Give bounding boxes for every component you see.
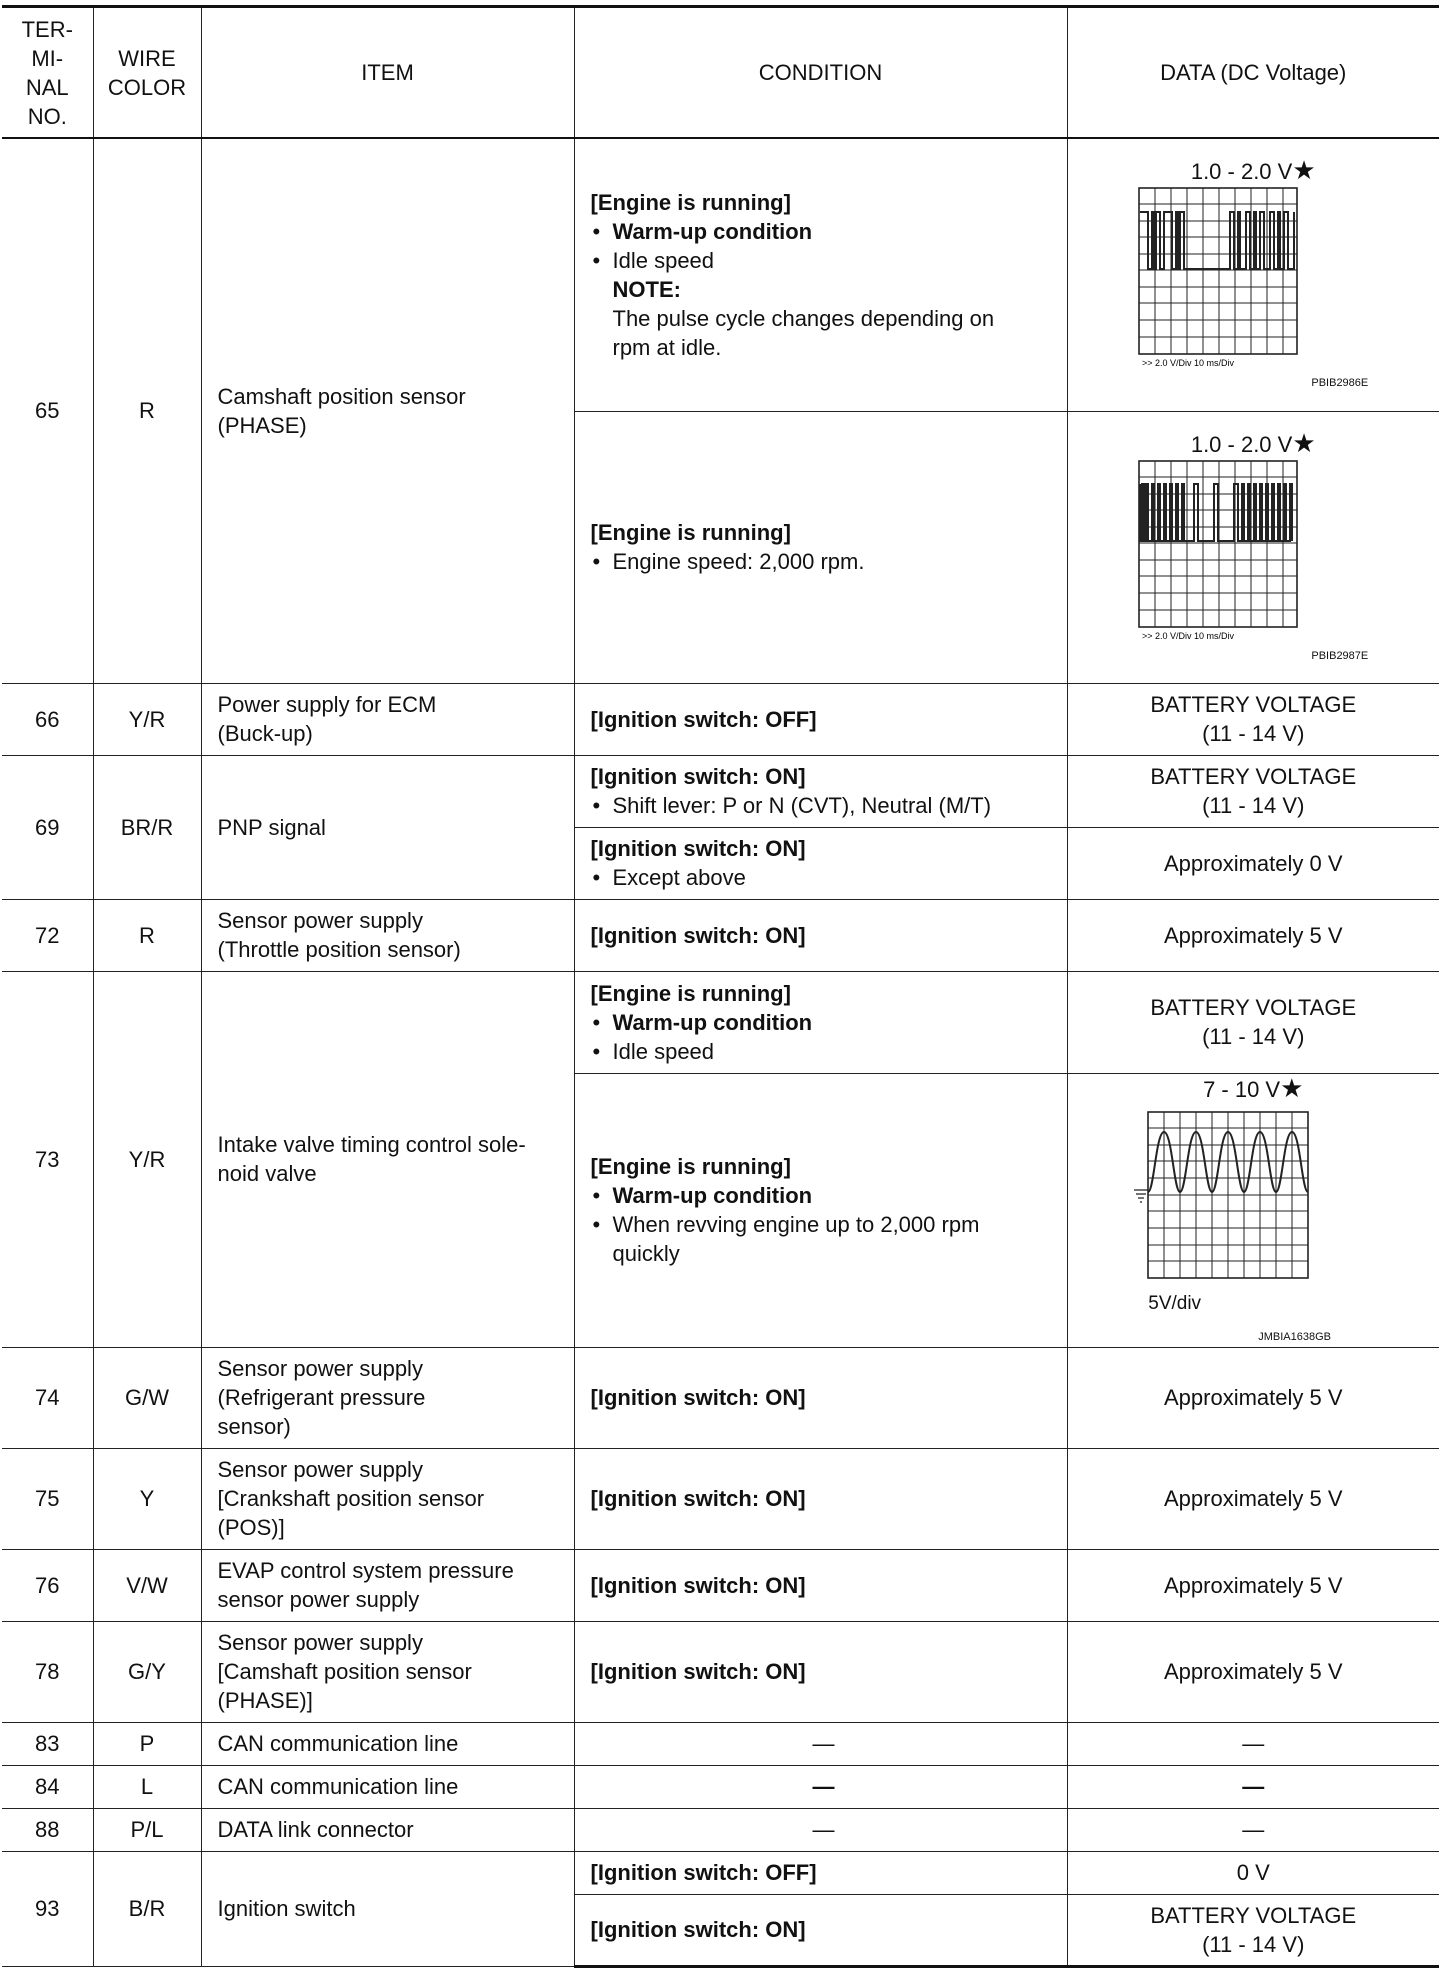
wire-color: G/W xyxy=(93,1347,201,1448)
condition-cell: [Engine is running] • Warm-up condition • Idle speed NOTE: The pulse cycle changes depending on rpm at idle. xyxy=(574,138,1067,411)
terminal-no: 72 xyxy=(2,899,93,971)
figure-code: PBIB2987E xyxy=(1311,649,1369,662)
data-cell: BATTERY VOLTAGE (11 - 14 V) xyxy=(1067,683,1439,755)
terminal-no: 93 xyxy=(2,1851,93,1966)
data-cell: Approximately 5 V xyxy=(1067,1448,1439,1549)
item-cell: Sensor power supply (Refrigerant pressure sensor) xyxy=(201,1347,574,1448)
header-data: DATA (DC Voltage) xyxy=(1067,7,1439,139)
star-icon: ★ xyxy=(1280,1072,1304,1103)
data-cell: BATTERY VOLTAGE (11 - 14 V) xyxy=(1067,1894,1439,1966)
table-row xyxy=(2,1851,1439,1894)
terminal-no: 84 xyxy=(2,1765,93,1808)
table-row xyxy=(2,1347,1439,1448)
terminal-no: 73 xyxy=(2,971,93,1347)
data-cell: Approximately 5 V xyxy=(1067,899,1439,971)
table-row xyxy=(2,899,1439,971)
item-cell: Sensor power supply (Throttle position sensor) xyxy=(201,899,574,971)
table-row xyxy=(2,755,1439,827)
table-row xyxy=(2,1722,1439,1765)
wire-color: R xyxy=(93,138,201,683)
condition-cell: [Ignition switch: ON] xyxy=(574,1894,1067,1966)
wire-color: BR/R xyxy=(93,755,201,899)
table-row xyxy=(2,138,1439,411)
ground-icon xyxy=(1134,1190,1148,1202)
data-cell xyxy=(1067,138,1439,411)
condition-cell: — xyxy=(574,1765,1067,1808)
terminal-no: 65 xyxy=(2,138,93,683)
item-cell: CAN communication line xyxy=(201,1765,574,1808)
condition-cell: [Ignition switch: ON] xyxy=(574,899,1067,971)
condition-cell: [Ignition switch: ON] xyxy=(574,1621,1067,1722)
figure-code: PBIB2986E xyxy=(1311,377,1369,390)
wire-color: P xyxy=(93,1722,201,1765)
condition-cell: — xyxy=(574,1808,1067,1851)
table-row xyxy=(2,1621,1439,1722)
item-cell: PNP signal xyxy=(201,755,574,899)
oscilloscope-waveform xyxy=(1128,1104,1378,1280)
table-row xyxy=(2,683,1439,755)
data-cell: — xyxy=(1067,1808,1439,1851)
star-icon: ★ xyxy=(1292,427,1316,458)
condition-cell: [Ignition switch: OFF] xyxy=(574,1851,1067,1894)
condition-cell: — xyxy=(574,1722,1067,1765)
ecm-terminal-table xyxy=(2,5,1439,1968)
data-cell: Approximately 5 V xyxy=(1067,1549,1439,1621)
item-cell: Sensor power supply [Crankshaft position sensor (POS)] xyxy=(201,1448,574,1549)
item-cell: CAN communication line xyxy=(201,1722,574,1765)
waveform-figure: 1.0 - 2.0 V★ >> 2.0 V/Div 10 ms/Div PBIB2986E xyxy=(1138,156,1368,389)
data-cell xyxy=(1067,411,1439,683)
header-wire-color: WIRE COLOR xyxy=(93,7,201,139)
data-cell: Approximately 5 V xyxy=(1067,1347,1439,1448)
header-condition: CONDITION xyxy=(574,7,1067,139)
scale-label: 5V/div xyxy=(1148,1292,1202,1314)
wire-color: R xyxy=(93,899,201,971)
terminal-no: 78 xyxy=(2,1621,93,1722)
data-cell: — xyxy=(1067,1722,1439,1765)
oscilloscope-waveform xyxy=(1138,186,1368,370)
table-row xyxy=(2,1448,1439,1549)
wire-color: Y xyxy=(93,1448,201,1549)
item-cell: Ignition switch xyxy=(201,1851,574,1966)
condition-cell: [Ignition switch: OFF] xyxy=(574,683,1067,755)
condition-cell: [Engine is running] • Engine speed: 2,000 rpm. xyxy=(574,411,1067,683)
terminal-no: 88 xyxy=(2,1808,93,1851)
condition-cell: [Ignition switch: ON] xyxy=(574,1347,1067,1448)
table-row xyxy=(2,1765,1439,1808)
table-row xyxy=(2,1808,1439,1851)
data-cell: BATTERY VOLTAGE (11 - 14 V) xyxy=(1067,971,1439,1073)
star-icon: ★ xyxy=(1292,155,1316,186)
condition-cell: [Ignition switch: ON] • Shift lever: P or N (CVT), Neutral (M/T) xyxy=(574,755,1067,827)
wire-color: P/L xyxy=(93,1808,201,1851)
data-cell: Approximately 5 V xyxy=(1067,1621,1439,1722)
item-cell: Intake valve timing control sole- noid valve xyxy=(201,971,574,1347)
data-cell: — xyxy=(1067,1765,1439,1808)
terminal-no: 83 xyxy=(2,1722,93,1765)
wire-color: Y/R xyxy=(93,683,201,755)
item-cell: Power supply for ECM (Buck-up) xyxy=(201,683,574,755)
item-cell: Camshaft position sensor (PHASE) xyxy=(201,138,574,683)
terminal-no: 74 xyxy=(2,1347,93,1448)
condition-cell: [Ignition switch: ON] xyxy=(574,1448,1067,1549)
scale-label: >> 2.0 V/Div 10 ms/Div xyxy=(1142,630,1235,641)
wire-color: B/R xyxy=(93,1851,201,1966)
wire-color: G/Y xyxy=(93,1621,201,1722)
terminal-no: 66 xyxy=(2,683,93,755)
oscilloscope-waveform xyxy=(1138,459,1368,643)
figure-code: JMBIA1638GB xyxy=(1258,1330,1332,1343)
terminal-no: 76 xyxy=(2,1549,93,1621)
waveform-figure: 1.0 - 2.0 V★ >> 2.0 V/Div 10 ms/Div PBIB2987E xyxy=(1138,429,1368,662)
terminal-no: 69 xyxy=(2,755,93,899)
scale-label: >> 2.0 V/Div 10 ms/Div xyxy=(1142,358,1235,369)
data-cell xyxy=(1067,1073,1439,1347)
item-cell: EVAP control system pressure sensor power supply xyxy=(201,1549,574,1621)
waveform-figure: 7 - 10 V★ 5V/divJMBIA1638GB xyxy=(1128,1074,1378,1347)
condition-cell: [Engine is running] • Warm-up condition • Idle speed xyxy=(574,971,1067,1073)
condition-cell: [Ignition switch: ON] xyxy=(574,1549,1067,1621)
item-cell: DATA link connector xyxy=(201,1808,574,1851)
item-cell: Sensor power supply [Camshaft position sensor (PHASE)] xyxy=(201,1621,574,1722)
header-terminal: TER- MI- NAL NO. xyxy=(2,7,93,139)
terminal-data-table-wrapper xyxy=(2,5,1439,1968)
table-row xyxy=(2,1549,1439,1621)
wire-color: V/W xyxy=(93,1549,201,1621)
data-cell: 0 V xyxy=(1067,1851,1439,1894)
wire-color: Y/R xyxy=(93,971,201,1347)
terminal-no: 75 xyxy=(2,1448,93,1549)
data-cell: Approximately 0 V xyxy=(1067,827,1439,899)
table-row xyxy=(2,971,1439,1073)
wire-color: L xyxy=(93,1765,201,1808)
condition-cell: [Ignition switch: ON] • Except above xyxy=(574,827,1067,899)
data-cell: BATTERY VOLTAGE (11 - 14 V) xyxy=(1067,755,1439,827)
header-item: ITEM xyxy=(201,7,574,139)
header-row xyxy=(2,7,1439,139)
condition-cell: [Engine is running] • Warm-up condition • When revving engine up to 2,000 rpm quickly xyxy=(574,1073,1067,1347)
